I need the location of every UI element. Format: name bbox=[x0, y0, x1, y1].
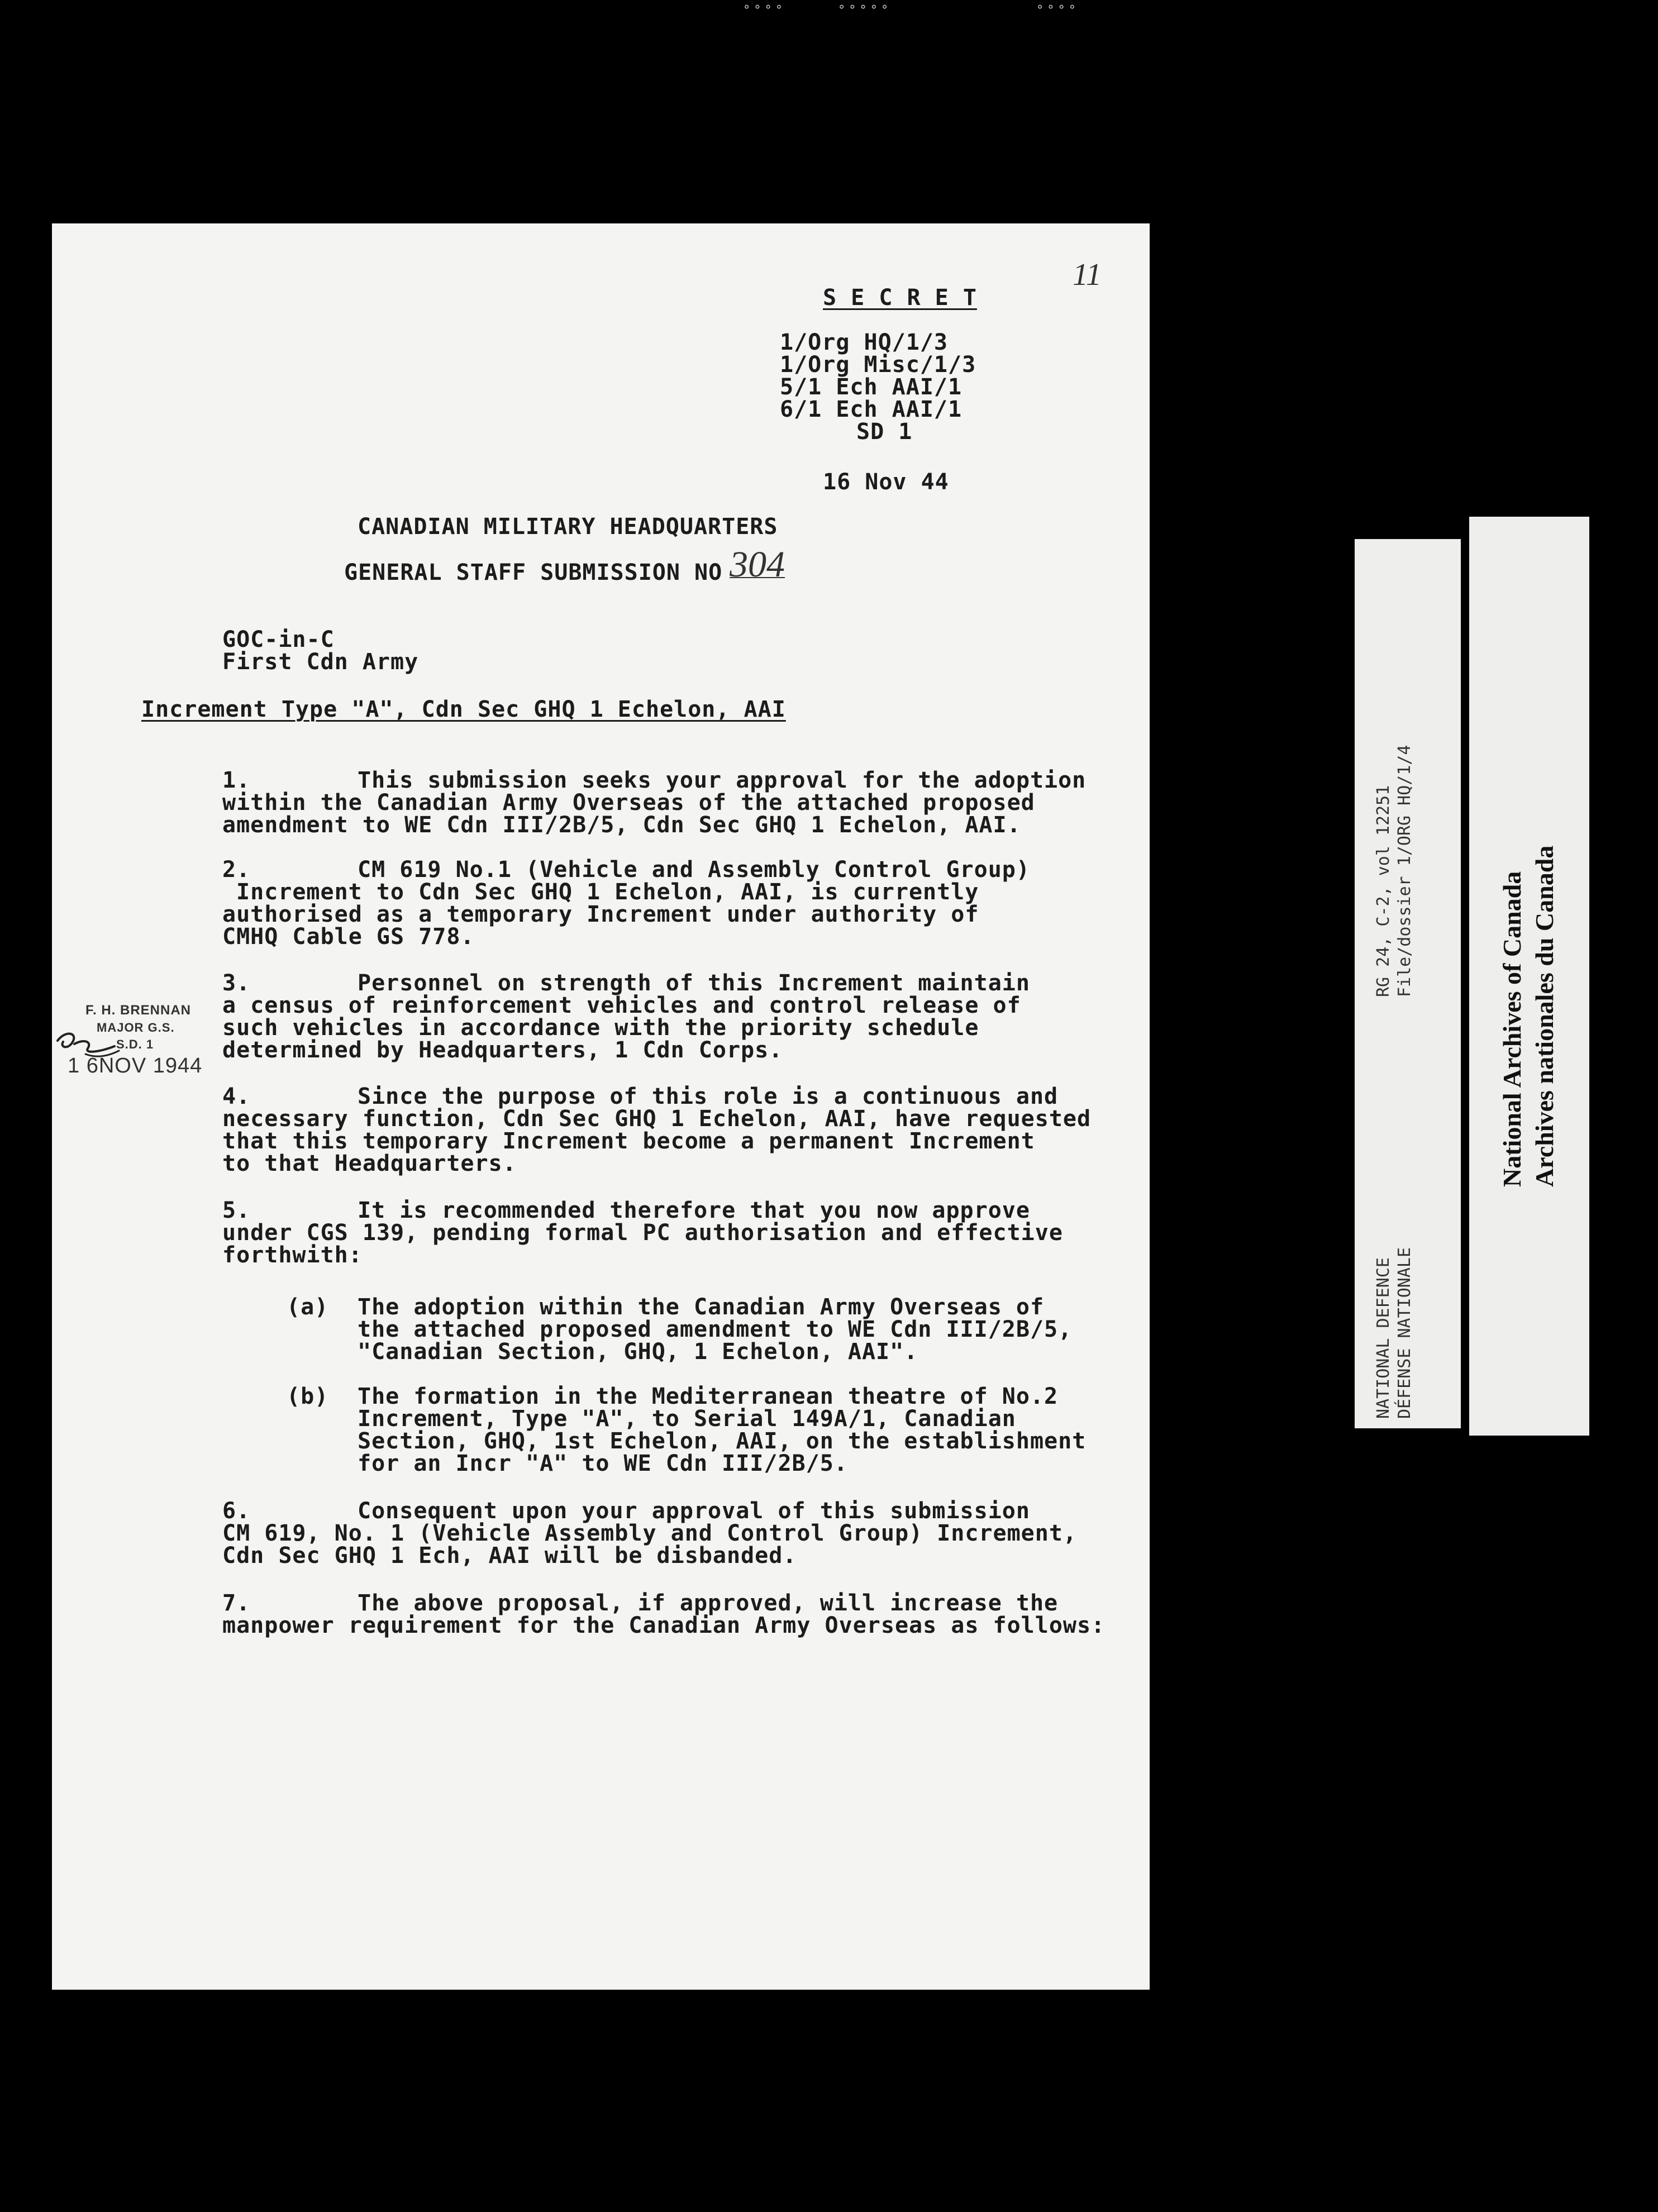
page-heading: CANADIAN MILITARY HEADQUARTERS bbox=[358, 514, 778, 540]
paragraph-line: CMHQ Cable GS 778. bbox=[222, 924, 475, 950]
paragraph-line: manpower requirement for the Canadian Army Overseas as follows: bbox=[222, 1613, 1106, 1638]
paragraph-line: under CGS 139, pending formal PC authorisation and effective bbox=[222, 1220, 1063, 1246]
paragraph-number: 5. bbox=[222, 1198, 251, 1223]
subparagraph-line: The adoption within the Canadian Army Overseas of bbox=[358, 1294, 1045, 1320]
subparagraph-line: Section, GHQ, 1st Echelon, AAI, on the establishment bbox=[358, 1428, 1087, 1454]
paragraph-line: The above proposal, if approved, will increase the bbox=[358, 1590, 1059, 1616]
submission-label: GENERAL STAFF SUBMISSION NO bbox=[344, 560, 723, 585]
addressee-line: GOC-in-C bbox=[222, 627, 335, 652]
file-ref: 1/Org HQ/1/3 bbox=[780, 330, 948, 355]
stamp-rank: MAJOR G.S. bbox=[97, 1021, 175, 1035]
paragraph-line: amendment to WE Cdn III/2B/5, Cdn Sec GHQ 1 Echelon, AAI. bbox=[222, 812, 1021, 838]
subparagraph-line: Increment, Type "A", to Serial 149A/1, Canadian bbox=[358, 1406, 1016, 1432]
archive-ref-line: RG 24, C-2, vol 12251 bbox=[1374, 785, 1393, 997]
paragraph-line: CM 619 No.1 (Vehicle and Assembly Control Group) bbox=[358, 857, 1030, 883]
archive-ref-line: DÉFENSE NATIONALE bbox=[1395, 1247, 1414, 1419]
paragraph-line: authorised as a temporary Increment under authority of bbox=[222, 902, 979, 927]
subparagraph-line: the attached proposed amendment to WE Cdn III/2B/5, bbox=[358, 1317, 1073, 1342]
subparagraph-label: (a) bbox=[287, 1294, 329, 1320]
paragraph-line: Cdn Sec GHQ 1 Ech, AAI will be disbanded. bbox=[222, 1543, 797, 1569]
paragraph-line: Increment to Cdn Sec GHQ 1 Echelon, AAI, is currently bbox=[236, 879, 979, 905]
file-ref: 1/Org Misc/1/3 bbox=[780, 352, 976, 378]
archive-title-strip bbox=[1469, 517, 1589, 1436]
stamp-unit: S.D. 1 bbox=[116, 1037, 154, 1051]
paragraph-number: 2. bbox=[222, 857, 251, 883]
archive-ref-line: NATIONAL DEFENCE bbox=[1374, 1257, 1393, 1419]
document-page bbox=[52, 223, 1150, 1990]
paragraph-line: within the Canadian Army Overseas of the attached proposed bbox=[222, 790, 1035, 816]
archive-title-line: National Archives of Canada bbox=[1498, 871, 1526, 1187]
paragraph-line: This submission seeks your approval for the adoption bbox=[358, 767, 1087, 793]
subject-line: Increment Type "A", Cdn Sec GHQ 1 Echelon, AAI bbox=[141, 697, 786, 722]
paragraph-line: It is recommended therefore that you now approve bbox=[358, 1198, 1030, 1223]
paragraph-line: Consequent upon your approval of this submission bbox=[358, 1498, 1030, 1524]
paragraph-line: to that Headquarters. bbox=[222, 1151, 517, 1176]
archive-title-line: Archives nationales du Canada bbox=[1530, 845, 1559, 1187]
paragraph-line: such vehicles in accordance with the priority schedule bbox=[222, 1015, 979, 1041]
paragraph-number: 6. bbox=[222, 1498, 251, 1524]
file-ref: SD 1 bbox=[856, 419, 913, 445]
paragraph-line: necessary function, Cdn Sec GHQ 1 Echelon, AAI, have requested bbox=[222, 1106, 1092, 1132]
paragraph-number: 3. bbox=[222, 970, 251, 996]
submission-number: 304 bbox=[730, 544, 785, 585]
subparagraph-line: The formation in the Mediterranean theatre of No.2 bbox=[358, 1384, 1059, 1409]
archive-reference-strip bbox=[1355, 539, 1461, 1428]
document-date: 16 Nov 44 bbox=[823, 469, 949, 495]
file-ref: 5/1 Ech AAI/1 bbox=[780, 374, 963, 400]
paragraph-line: CM 619, No. 1 (Vehicle Assembly and Control Group) Increment, bbox=[222, 1520, 1078, 1546]
archive-ref-line: File/dossier 1/ORG HQ/1/4 bbox=[1395, 745, 1414, 997]
stamp-name: F. H. BRENNAN bbox=[85, 1003, 192, 1018]
paragraph-line: determined by Headquarters, 1 Cdn Corps. bbox=[222, 1037, 783, 1063]
paragraph-number: 7. bbox=[222, 1590, 251, 1616]
handwritten-folio-number: 11 bbox=[1073, 258, 1102, 292]
paragraph-number: 1. bbox=[222, 767, 251, 793]
paragraph-number: 4. bbox=[222, 1084, 251, 1109]
paragraph-line: Personnel on strength of this Increment maintain bbox=[358, 970, 1030, 996]
paragraph-line: Since the purpose of this role is a continuous and bbox=[358, 1084, 1059, 1109]
classification-marking: S E C R E T bbox=[823, 285, 977, 311]
subparagraph-line: for an Incr "A" to WE Cdn III/2B/5. bbox=[358, 1451, 848, 1476]
paragraph-line: forthwith: bbox=[222, 1242, 363, 1268]
stamp-date: 1 6NOV 1944 bbox=[68, 1054, 203, 1078]
subparagraph-label: (b) bbox=[287, 1384, 329, 1409]
file-ref: 6/1 Ech AAI/1 bbox=[780, 397, 963, 422]
paragraph-line: that this temporary Increment become a permanent Increment bbox=[222, 1128, 1035, 1154]
paragraph-line: a census of reinforcement vehicles and control release of bbox=[222, 993, 1021, 1018]
addressee-line: First Cdn Army bbox=[222, 649, 419, 675]
subparagraph-line: "Canadian Section, GHQ, 1 Echelon, AAI". bbox=[358, 1339, 918, 1365]
